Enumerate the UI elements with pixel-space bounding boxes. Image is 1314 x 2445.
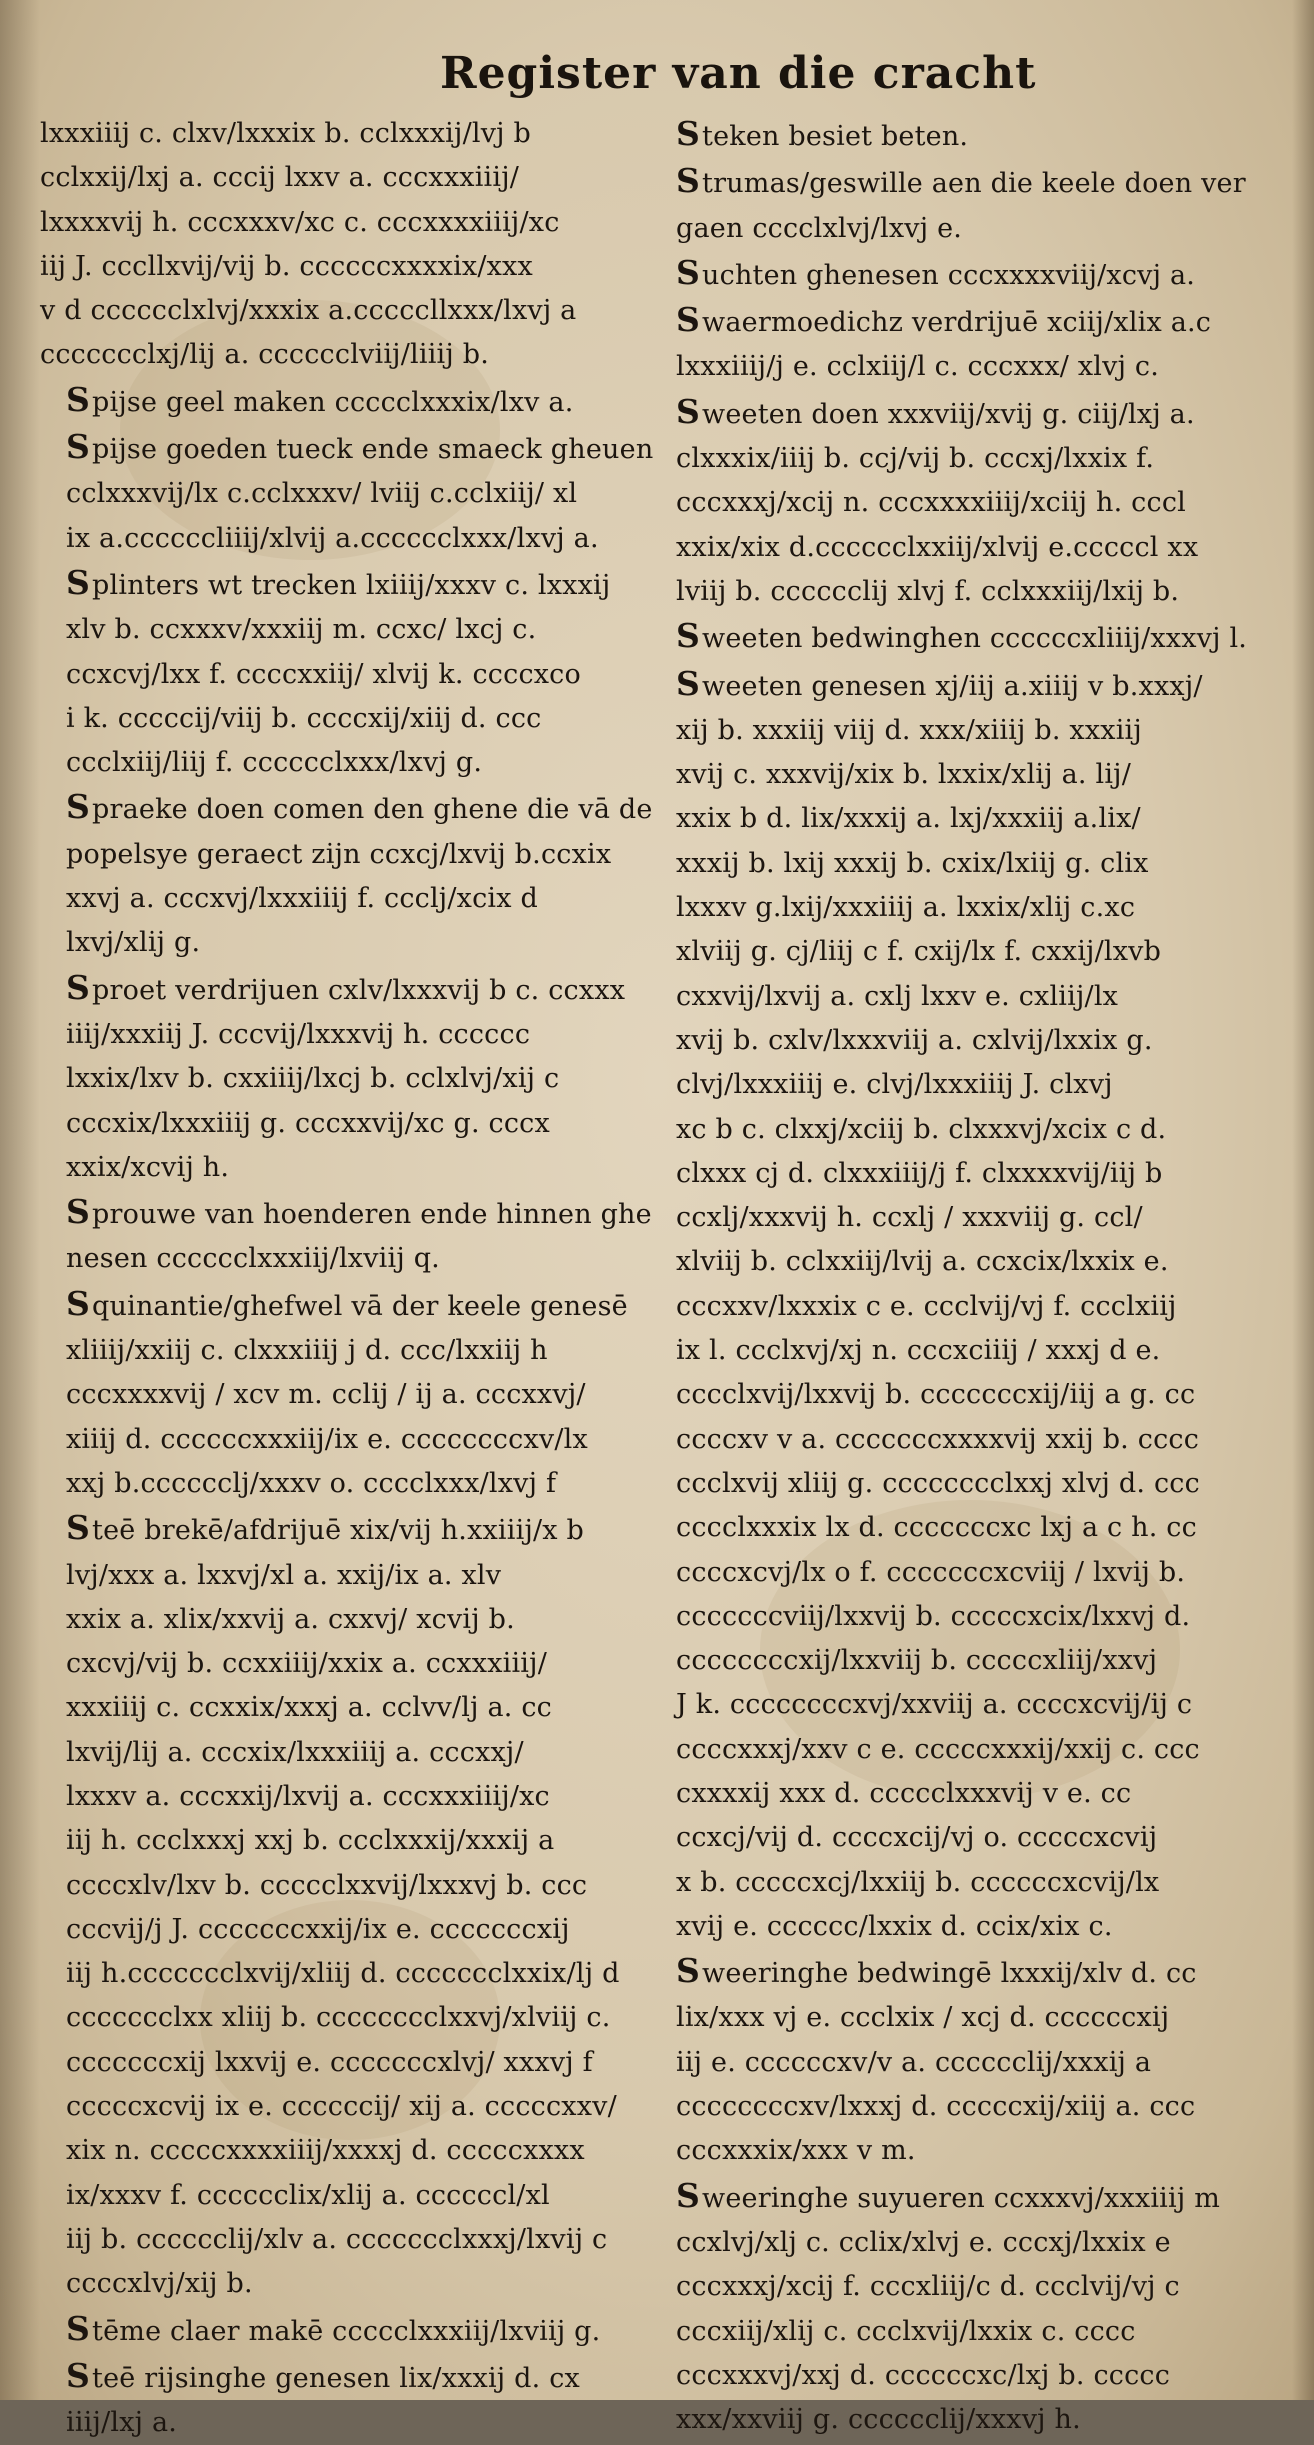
index-entry bbox=[66, 1506, 666, 2306]
entry-line: gaen cccclxlvj/lxvj e. bbox=[676, 212, 963, 244]
entry-line: ccccxcvj/lx o f. cccccccxcviij / lxvij b. bbox=[676, 1556, 1186, 1588]
entry-line: cclxxij/lxj a. cccij lxxv a. cccxxxiiij/ bbox=[40, 162, 520, 194]
entry-line: iiij/lxj a. bbox=[66, 2407, 178, 2439]
entry-line: cccclxxxix lx d. cccccccxc lxj a c h. cc bbox=[676, 1512, 1197, 1544]
entry-line: cxxxxij xxx d. ccccclxxxvij v e. cc bbox=[676, 1777, 1132, 1809]
entry-line: Splinters wt trecken lxiiij/xxxv c. lxxxij bbox=[66, 562, 611, 602]
index-entry bbox=[676, 298, 1276, 390]
entry-line: xxix a. xlix/xxvij a. cxxvj/ xcvij b. bbox=[66, 1603, 515, 1635]
entry-line: cccclxvij/lxxvij b. cccccccxij/iij a g. cc bbox=[676, 1379, 1196, 1411]
entry-line: ix l. ccclxvj/xj n. cccxciiij / xxxj d e. bbox=[676, 1335, 1161, 1367]
entry-line: Steken besiet beten. bbox=[676, 114, 969, 153]
entry-line: Strumas/geswille aen die keele doen ver bbox=[676, 161, 1246, 201]
entry-line: cccxxv/lxxxix c e. ccclvij/vj f. ccclxiij bbox=[676, 1290, 1177, 1322]
entry-line: ccccxlv/lxv b. ccccclxxvij/lxxxvj b. ccc bbox=[66, 1869, 588, 1901]
entry-line: Spijse geel maken ccccclxxxix/lxv a. bbox=[66, 379, 574, 419]
entry-line: Steē brekē/afdrijuē xix/vij h.xxiiij/x b bbox=[66, 1508, 585, 1548]
entry-line: ccccccclxj/lij a. cccccclviij/liiij b. bbox=[40, 339, 489, 371]
entry-line: lxxix/lxv b. cxxiiij/lxcj b. cclxlvj/xij c bbox=[66, 1063, 560, 1095]
entry-line: iiij/xxxiij J. cccvij/lxxxvij h. cccccc bbox=[66, 1018, 531, 1050]
entry-line: ix/xxxv f. cccccclix/xlij a. ccccccl/xl bbox=[66, 2179, 550, 2211]
entry-line: Sweeten bedwinghen ccccccxliiij/xxxvj l. bbox=[676, 616, 1248, 656]
entry-line: lxvj/xlij g. bbox=[66, 927, 201, 959]
entry-line: iij e. ccccccxv/v a. cccccclij/xxxij a bbox=[676, 2046, 1152, 2078]
page-shadow-left bbox=[0, 0, 40, 2400]
entry-line: xvij c. xxxvij/xix b. lxxix/xlij a. lij/ bbox=[676, 759, 1132, 791]
entry-line: cccxxxxvij / xcv m. cclij / ij a. cccxxvj/ bbox=[66, 1379, 586, 1411]
entry-line: cccxxxj/xcij n. cccxxxxiiij/xciij h. cccl bbox=[676, 487, 1186, 519]
entry-line: xxix b d. lix/xxxij a. lxj/xxxiij a.lix/ bbox=[676, 803, 1141, 835]
index-entry bbox=[676, 159, 1276, 251]
entry-line: cclxxxvij/lx c.cclxxxv/ lviij c.cclxiij/ xl bbox=[66, 478, 578, 510]
index-entry bbox=[676, 1949, 1276, 2173]
entry-line: cccccccxij lxxvij e. cccccccxlvj/ xxxvj f bbox=[66, 2046, 593, 2078]
entry-line: xliiij/xxiij c. clxxxiiij j d. ccc/lxxiij h bbox=[66, 1335, 548, 1367]
entry-line: popelsye geraect zijn ccxcj/lxvij b.ccxix bbox=[66, 838, 612, 870]
entry-line: Sprouwe van hoenderen ende hinnen ghe bbox=[66, 1192, 652, 1232]
entry-line: xlviij g. cj/liij c f. cxij/lx f. cxxij/lxvb bbox=[676, 936, 1162, 968]
index-entry bbox=[66, 2307, 666, 2354]
entry-line: cccvij/j J. cccccccxxij/ix e. cccccccxij bbox=[66, 1913, 570, 1945]
entry-line: xlv b. ccxxxv/xxxiij m. ccxc/ lxcj c. bbox=[66, 614, 537, 646]
entry-line: cccxxxj/xcij f. cccxliij/c d. ccclvij/vj c bbox=[676, 2271, 1180, 2303]
entry-line: lxxxv a. cccxxij/lxvij a. cccxxxiiij/xc bbox=[66, 1780, 550, 1812]
entry-line: Swaermoedichz verdrijuē xciij/xlix a.c bbox=[676, 300, 1212, 340]
entry-line: ix a.ccccccliiij/xlvij a.cccccclxxx/lxvj a. bbox=[66, 522, 599, 554]
entry-line: xxxiiij c. ccxxix/xxxj a. cclvv/lj a. cc bbox=[66, 1692, 552, 1724]
entry-line: J k. ccccccccxvj/xxviij a. ccccxcvij/ij c bbox=[676, 1689, 1193, 1721]
index-entry bbox=[676, 390, 1276, 614]
entry-line: cccxxxix/xxx v m. bbox=[676, 2135, 916, 2167]
entry-line: Spijse goeden tueck ende smaeck gheuen bbox=[66, 427, 654, 467]
index-entry bbox=[66, 561, 666, 785]
entry-line: lix/xxx vj e. ccclxix / xcj d. ccccccxij bbox=[676, 2002, 1170, 2034]
entry-line: xxix/xix d.cccccclxxiij/xlvij e.cccccl xx bbox=[676, 531, 1199, 563]
entry-line: ccccxxxj/xxv c e. cccccxxxij/xxij c. ccc bbox=[676, 1733, 1200, 1765]
entry-line: ccccxv v a. cccccccxxxxvij xxij b. cccc bbox=[676, 1423, 1200, 1455]
right-column bbox=[676, 112, 1276, 2442]
entry-line: lxxxiiij c. clxv/lxxxix b. cclxxxij/lvj b bbox=[40, 118, 531, 149]
entry-line: cxxvij/lxvij a. cxlj lxxv e. cxliij/lx bbox=[676, 980, 1119, 1012]
index-entry bbox=[676, 662, 1276, 1950]
entry-line: xc b c. clxxj/xciij b. clxxxvj/xcix c d. bbox=[676, 1113, 1167, 1145]
entry-line: xlviij b. cclxxiij/lvij a. ccxcix/lxxix e. bbox=[676, 1246, 1169, 1278]
entry-line: cxcvj/vij b. ccxxiiij/xxix a. ccxxxiiij/ bbox=[66, 1648, 548, 1680]
entry-line: Suchten ghenesen cccxxxxviij/xcvj a. bbox=[676, 252, 1196, 292]
index-entry bbox=[66, 2354, 666, 2445]
entry-line: xxxij b. lxij xxxij b. cxix/lxiij g. clix bbox=[676, 847, 1149, 879]
entry-line: cccxxxvj/xxj d. ccccccxc/lxj b. ccccc bbox=[676, 2359, 1171, 2391]
index-entry bbox=[66, 1190, 666, 1282]
entry-line: i k. cccccij/viij b. ccccxij/xiij d. ccc bbox=[66, 702, 542, 734]
entry-line: Sweeten genesen xj/iij a.xiiij v b.xxxj/ bbox=[676, 663, 1203, 703]
entry-line: v d cccccclxlvj/xxxix a.cccccllxxx/lxvj a bbox=[40, 295, 577, 327]
entry-line: x b. cccccxcj/lxxiij b. ccccccxcvij/lx bbox=[676, 1866, 1160, 1898]
entry-line: ccxcvj/lxx f. ccccxxiij/ xlvij k. ccccxco bbox=[66, 658, 581, 690]
entry-line: ccccccclxx xliij b. cccccccclxxvj/xlviij c. bbox=[66, 2002, 611, 2034]
entry-line: ccxlvj/xlj c. cclix/xlvj e. cccxj/lxxix e bbox=[676, 2226, 1171, 2258]
entry-line: lxxxv g.lxij/xxxiiij a. lxxix/xlij c.xc bbox=[676, 892, 1136, 924]
entry-line: cccccccviij/lxxvij b. cccccxcix/lxxvj d. bbox=[676, 1600, 1191, 1632]
entry-line: xxix/xcvij h. bbox=[66, 1151, 230, 1183]
entry-line: iij b. cccccclij/xlv a. ccccccclxxxj/lxvij c bbox=[66, 2223, 608, 2255]
index-entry bbox=[66, 1282, 666, 1506]
entry-line: iij J. cccllxvij/vij b. ccccccxxxxix/xxx bbox=[40, 250, 533, 282]
entry-line: Sweeringhe suyueren ccxxxvj/xxxiiij m bbox=[676, 2175, 1220, 2215]
entry-line: xvij b. cxlv/lxxxviij a. cxlvij/lxxix g. bbox=[676, 1024, 1153, 1056]
entry-line: xvij e. cccccc/lxxix d. ccix/xix c. bbox=[676, 1910, 1113, 1942]
index-entry bbox=[676, 112, 1276, 159]
entry-line: lvj/xxx a. lxxvj/xl a. xxij/ix a. xlv bbox=[66, 1559, 502, 1591]
entry-line: ccclxiij/liij f. cccccclxxx/lxvj g. bbox=[66, 747, 483, 779]
index-entry bbox=[66, 425, 666, 561]
entry-line: iij h. ccclxxxj xxj b. ccclxxxij/xxxij a bbox=[66, 1825, 555, 1857]
index-entry-continuation bbox=[40, 112, 666, 378]
entry-line: Stēme claer makē ccccclxxxiij/lxviij g. bbox=[66, 2308, 601, 2348]
entry-line: clxxx cj d. clxxxiiij/j f. clxxxxvij/iij b bbox=[676, 1157, 1163, 1189]
index-entry bbox=[66, 378, 666, 425]
running-head: Register van die cracht bbox=[440, 48, 1037, 99]
entry-line: Steē rijsinghe genesen lix/xxxij d. cx bbox=[66, 2355, 580, 2395]
entry-line: lxxxxvij h. cccxxxv/xc c. cccxxxxiiij/xc bbox=[40, 206, 560, 238]
entry-line: clxxxix/iiij b. ccj/vij b. cccxj/lxxix f. bbox=[676, 443, 1155, 475]
entry-line: xij b. xxxiij viij d. xxx/xiiij b. xxxiij bbox=[676, 714, 1142, 746]
entry-line: Squinantie/ghefwel vā der keele genesē bbox=[66, 1283, 628, 1323]
entry-line: xxx/xxviij g. cccccclij/xxxvj h. bbox=[676, 2404, 1081, 2436]
index-entry bbox=[676, 614, 1276, 661]
index-entry bbox=[66, 785, 666, 965]
entry-line: cccxiij/xlij c. ccclxvij/lxxix c. cccc bbox=[676, 2315, 1136, 2347]
entry-line: ccxlj/xxxvij h. ccxlj / xxxviij g. ccl/ bbox=[676, 1202, 1143, 1234]
entry-line: Sproet verdrijuen cxlv/lxxxvij b c. ccxxx bbox=[66, 967, 626, 1007]
index-entry bbox=[676, 2174, 1276, 2443]
entry-line: xix n. cccccxxxxiiij/xxxxj d. cccccxxxx bbox=[66, 2135, 585, 2167]
entry-line: iij h.ccccccclxvij/xliij d. ccccccclxxix/lj d bbox=[66, 1958, 620, 1990]
entry-line: lxvij/lij a. cccxix/lxxxiiij a. cccxxj/ bbox=[66, 1736, 524, 1768]
index-entry bbox=[676, 251, 1276, 298]
entry-line: xiiij d. ccccccxxxiij/ix e. ccccccccxv/lx bbox=[66, 1423, 588, 1455]
entry-line: Sweeringhe bedwingē lxxxij/xlv d. cc bbox=[676, 1951, 1197, 1991]
entry-line: ccccxlvj/xij b. bbox=[66, 2268, 253, 2300]
entry-line: xxvj a. cccxvj/lxxxiiij f. ccclj/xcix d bbox=[66, 883, 538, 915]
entry-line: ccccccccxv/lxxxj d. cccccxij/xiij a. ccc bbox=[676, 2091, 1196, 2123]
entry-line: cccccxcvij ix e. ccccccij/ xij a. cccccxxv/ bbox=[66, 2091, 617, 2123]
entry-line: ccclxvij xliij g. cccccccclxxj xlvj d. ccc bbox=[676, 1467, 1200, 1499]
entry-line: xxj b.cccccclj/xxxv o. cccclxxx/lxvj f bbox=[66, 1467, 557, 1499]
entry-line: nesen cccccclxxxiij/lxviij q. bbox=[66, 1243, 440, 1275]
entry-line: Sweeten doen xxxviij/xvij g. ciij/lxj a. bbox=[676, 391, 1195, 431]
page-shadow-right bbox=[1292, 0, 1314, 2400]
left-column bbox=[40, 112, 666, 2445]
entry-line: ccxcj/vij d. ccccxcij/vj o. cccccxcvij bbox=[676, 1822, 1158, 1854]
index-entry bbox=[66, 966, 666, 1190]
entry-line: lviij b. cccccclij xlvj f. cclxxxiij/lxij b. bbox=[676, 575, 1180, 607]
entry-line: lxxxiiij/j e. cclxiij/l c. cccxxx/ xlvj c. bbox=[676, 351, 1160, 383]
entry-line: ccccccccxij/lxxviij b. cccccxliij/xxvj bbox=[676, 1645, 1158, 1677]
entry-line: Spraeke doen comen den ghene die vā de bbox=[66, 787, 653, 827]
entry-line: cccxix/lxxxiiij g. cccxxvij/xc g. cccx bbox=[66, 1107, 550, 1139]
entry-line: clvj/lxxxiiij e. clvj/lxxxiiij J. clxvj bbox=[676, 1069, 1113, 1101]
